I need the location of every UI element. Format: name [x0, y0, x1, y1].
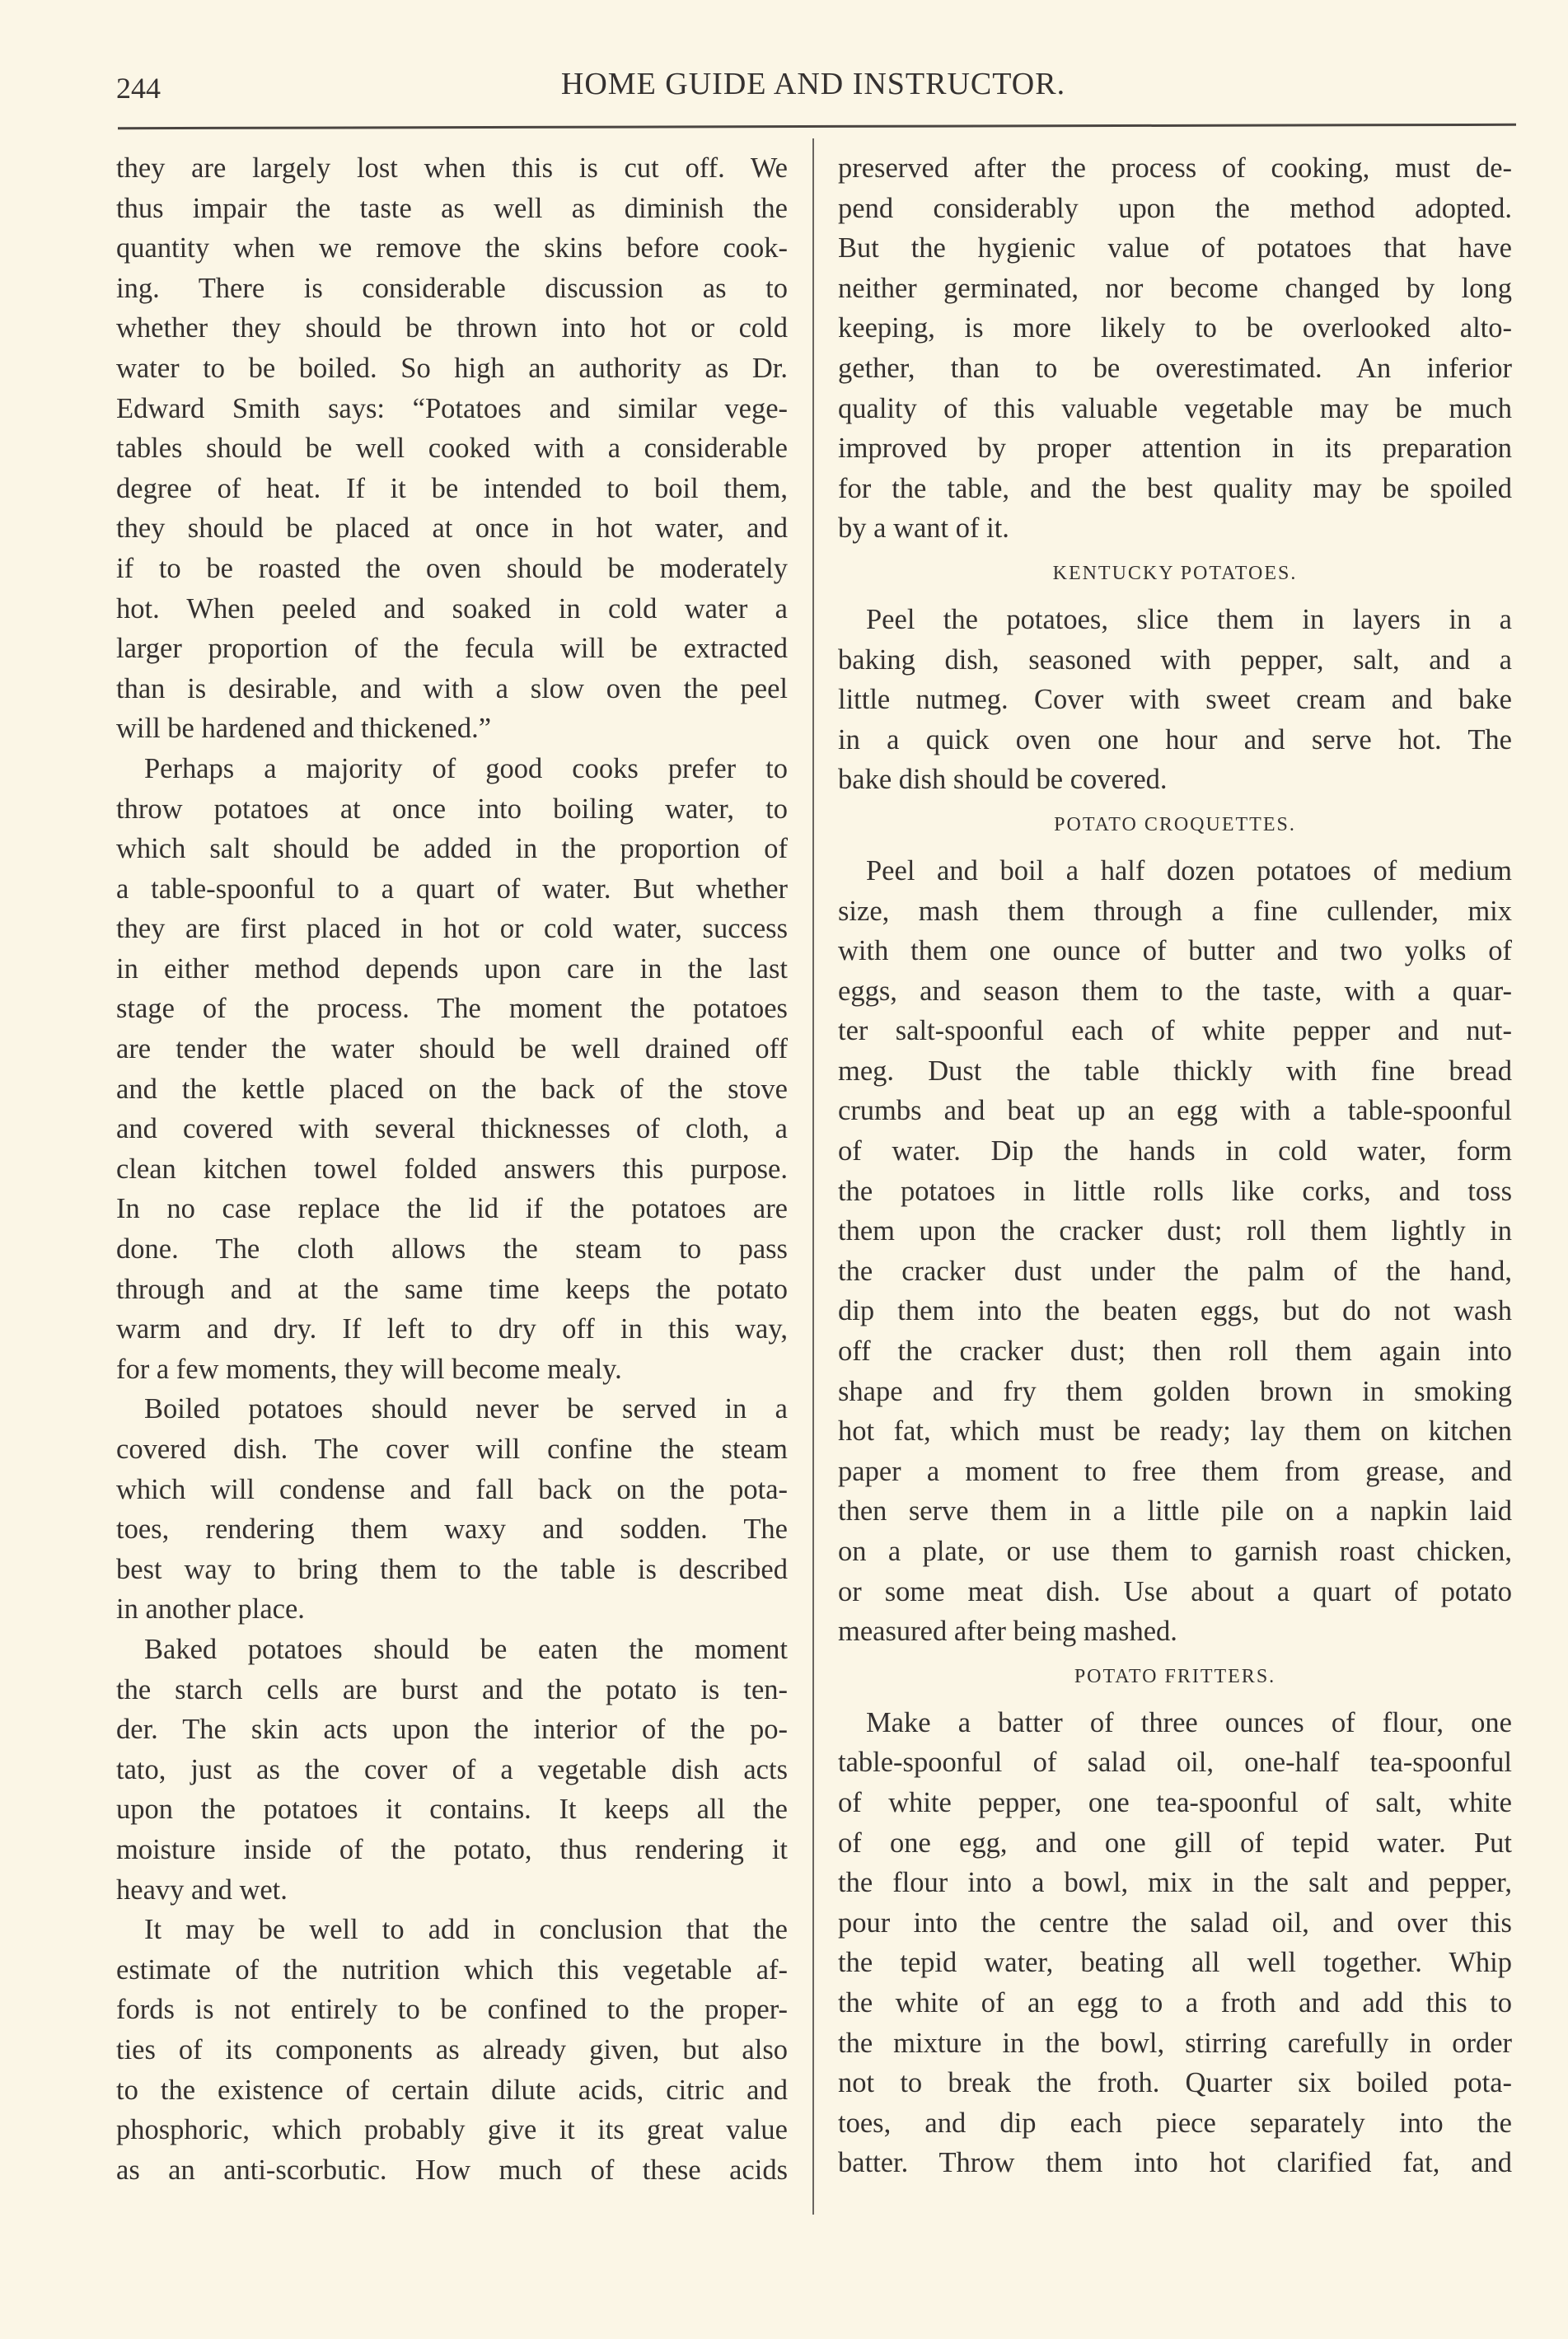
text-line: ter salt-spoonful each of white pepper and nut-: [838, 1015, 1512, 1047]
text-line: baking dish, seasoned with pepper, salt, and a: [838, 643, 1512, 676]
paragraph: [838, 148, 1512, 549]
text-line: measured after being mashed.: [838, 1616, 1177, 1648]
left-column: [116, 148, 788, 2190]
text-line: stage of the process. The moment the potatoes: [116, 993, 788, 1025]
text-line: Make a batter of three ounces of flour, one: [866, 1706, 1512, 1738]
section-heading: POTATO CROQUETTES.: [1054, 813, 1296, 835]
text-line: of water. Dip the hands in cold water, form: [838, 1135, 1512, 1167]
text-line: crumbs and beat up an egg with a table-spoonful: [838, 1095, 1512, 1127]
text-line: the white of an egg to a froth and add this to: [838, 1986, 1512, 2019]
text-line: der. The skin acts upon the interior of the po-: [116, 1714, 788, 1746]
text-line: the flour into a bowl, mix in the salt and pepper,: [838, 1867, 1512, 1899]
text-line: pend considerably upon the method adopted.: [838, 192, 1512, 224]
text-line: water to be boiled. So high an authority as Dr.: [116, 352, 788, 384]
text-line: size, mash them through a fine cullender, mix: [838, 895, 1512, 927]
text-line: pour into the centre the salad oil, and over this: [838, 1906, 1512, 1939]
text-line: and the kettle placed on the back of the stove: [116, 1073, 788, 1105]
text-line: preserved after the process of cooking, must de-: [838, 152, 1512, 184]
text-line: batter. Throw them into hot clarified fat, and: [838, 2147, 1512, 2179]
text-line: whether they should be thrown into hot or cold: [116, 312, 788, 344]
text-line: the starch cells are burst and the potato is ten-: [116, 1673, 788, 1705]
text-line: then serve them in a little pile on a napkin laid: [838, 1495, 1512, 1527]
text-line: the cracker dust under the palm of the hand,: [838, 1255, 1512, 1287]
paragraph: [838, 1703, 1512, 2183]
text-line: of one egg, and one gill of tepid water. Put: [838, 1827, 1512, 1859]
paragraph: [116, 1630, 788, 1910]
text-line: the tepid water, beating all well together. Whip: [838, 1947, 1512, 1979]
text-line: gether, than to be overestimated. An inferior: [838, 352, 1512, 384]
text-line: for a few moments, they will become mealy.: [116, 1353, 622, 1385]
text-line: heavy and wet.: [116, 1874, 288, 1906]
section-heading: POTATO FRITTERS.: [1074, 1665, 1276, 1687]
text-line: ing. There is considerable discussion as to: [116, 272, 788, 304]
text-line: fords is not entirely to be confined to the proper-: [116, 1994, 788, 2026]
text-line: larger proportion of the fecula will be extracted: [116, 633, 788, 665]
text-line: a table-spoonful to a quart of water. But whether: [116, 872, 788, 905]
text-line: by a want of it.: [838, 512, 1009, 545]
text-line: improved by proper attention in its preparation: [838, 433, 1512, 465]
right-column: [838, 148, 1512, 2183]
text-line: they are first placed in hot or cold water, success: [116, 913, 788, 945]
text-line: them upon the cracker dust; roll them lightly in: [838, 1215, 1512, 1247]
text-line: In no case replace the lid if the potatoes are: [116, 1193, 788, 1225]
text-line: on a plate, or use them to garnish roast chicken,: [838, 1536, 1512, 1567]
text-line: eggs, and season them to the taste, with a quar-: [838, 975, 1512, 1007]
text-line: Baked potatoes should be eaten the moment: [144, 1633, 788, 1665]
text-line: Peel and boil a half dozen potatoes of medium: [866, 854, 1512, 886]
text-line: if to be roasted the oven should be moderately: [116, 552, 788, 584]
text-line: neither germinated, nor become changed by long: [838, 272, 1512, 304]
text-line: toes, and dip each piece separately into the: [838, 2107, 1512, 2139]
text-line: Edward Smith says: “Potatoes and similar vege-: [116, 392, 788, 424]
paragraph: [838, 600, 1512, 800]
running-title: HOME GUIDE AND INSTRUCTOR.: [560, 67, 1066, 101]
paragraph: [116, 1910, 788, 2190]
text-line: covered dish. The cover will confine the steam: [116, 1434, 788, 1465]
text-line: or some meat dish. Use about a quart of potato: [838, 1575, 1512, 1607]
text-line: the mixture in the bowl, stirring carefully in order: [838, 2027, 1512, 2059]
text-line: Peel the potatoes, slice them in layers in a: [866, 603, 1512, 635]
section-heading: KENTUCKY POTATOES.: [1052, 562, 1298, 584]
text-line: hot. When peeled and soaked in cold water a: [116, 592, 788, 625]
text-line: for the table, and the best quality may be spoiled: [838, 472, 1512, 504]
text-line: they should be placed at once in hot water, and: [116, 512, 788, 545]
text-line: which will condense and fall back on the pota-: [116, 1473, 788, 1505]
text-line: little nutmeg. Cover with sweet cream and bake: [838, 684, 1512, 716]
paragraph: [116, 148, 788, 749]
text-line: tables should be well cooked with a considerable: [116, 433, 788, 465]
column-divider: [812, 138, 814, 2215]
text-line: quality of this valuable vegetable may be much: [838, 392, 1512, 424]
text-line: bake dish should be covered.: [838, 764, 1168, 796]
text-line: hot fat, which must be ready; lay them on kitchen: [838, 1415, 1512, 1448]
text-line: ties of its components as already given, but also: [116, 2033, 788, 2065]
text-line: and covered with several thicknesses of cloth, a: [116, 1113, 788, 1145]
text-line: table-spoonful of salad oil, one-half tea-spoonful: [838, 1747, 1512, 1779]
text-line: upon the potatoes it contains. It keeps all the: [116, 1794, 788, 1826]
text-line: not to break the froth. Quarter six boiled pota-: [838, 2067, 1512, 2099]
text-line: thus impair the taste as well as diminish the: [116, 192, 788, 224]
text-line: with them one ounce of butter and two yolks of: [838, 935, 1512, 967]
page-number: 244: [116, 72, 161, 105]
text-line: than is desirable, and with a slow oven the peel: [116, 672, 788, 704]
text-line: are tender the water should be well drained off: [116, 1033, 788, 1065]
text-line: in another place.: [116, 1593, 305, 1626]
text-line: in a quick oven one hour and serve hot. The: [838, 723, 1512, 755]
paragraph: [116, 1389, 788, 1630]
text-line: of white pepper, one tea-spoonful of salt, white: [838, 1786, 1512, 1818]
text-line: dip them into the beaten eggs, but do not wash: [838, 1295, 1512, 1327]
paragraph: [838, 851, 1512, 1652]
text-line: shape and fry them golden brown in smoking: [838, 1375, 1512, 1407]
paragraph: [116, 749, 788, 1390]
text-line: through and at the same time keeps the potato: [116, 1273, 788, 1305]
text-line: moisture inside of the potato, thus rendering it: [116, 1833, 788, 1865]
text-line: which salt should be added in the proportion of: [116, 833, 788, 865]
text-line: degree of heat. If it be intended to boil them,: [116, 472, 788, 504]
text-line: best way to bring them to the table is described: [116, 1553, 788, 1585]
text-line: Perhaps a majority of good cooks prefer to: [144, 752, 788, 784]
text-line: will be hardened and thickened.”: [116, 713, 492, 745]
text-line: Boiled potatoes should never be served in a: [144, 1393, 788, 1425]
text-line: phosphoric, which probably give it its great value: [116, 2114, 788, 2146]
text-line: toes, rendering them waxy and sodden. The: [116, 1513, 788, 1546]
text-line: estimate of the nutrition which this vegetable af-: [116, 1953, 788, 1986]
text-line: quantity when we remove the skins before cook-: [116, 232, 788, 264]
text-line: keeping, is more likely to be overlooked alto-: [838, 312, 1512, 344]
text-line: done. The cloth allows the steam to pass: [116, 1233, 788, 1265]
text-line: they are largely lost when this is cut off. We: [116, 152, 788, 184]
text-line: warm and dry. If left to dry off in this way,: [116, 1313, 788, 1345]
text-line: off the cracker dust; then roll them again into: [838, 1336, 1512, 1368]
text-line: in either method depends upon care in the last: [116, 952, 788, 985]
text-line: throw potatoes at once into boiling water, to: [116, 793, 788, 825]
text-line: tato, just as the cover of a vegetable dish acts: [116, 1753, 788, 1785]
text-line: to the existence of certain dilute acids, citric and: [116, 2074, 788, 2106]
text-line: meg. Dust the table thickly with fine bread: [838, 1055, 1512, 1087]
text-line: clean kitchen towel folded answers this purpose.: [116, 1153, 788, 1185]
header-rule: [118, 124, 1516, 129]
text-line: paper a moment to free them from grease, and: [838, 1455, 1512, 1487]
text-line: It may be well to add in conclusion that the: [144, 1914, 788, 1946]
text-line: But the hygienic value of potatoes that have: [838, 232, 1512, 264]
text-line: the potatoes in little rolls like corks, and toss: [838, 1175, 1512, 1207]
text-line: as an anti-scorbutic. How much of these acids: [116, 2154, 788, 2186]
